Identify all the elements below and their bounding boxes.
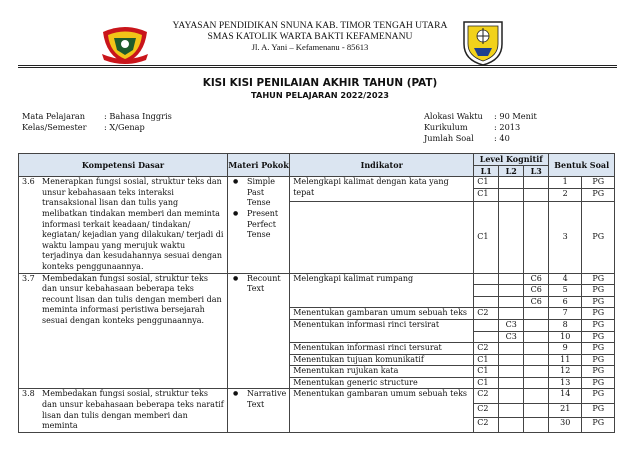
cell-l3: C6 [524, 296, 549, 308]
cell-l2 [499, 285, 524, 297]
cell-bentuk: PG [582, 389, 615, 403]
letterhead [0, 0, 640, 70]
kd-cell [19, 389, 228, 432]
cell-bentuk: PG [582, 285, 615, 297]
kisi-table [18, 153, 615, 433]
meta-label: Mata Pelajaran [22, 111, 86, 121]
cell-no: 14 [549, 389, 582, 403]
cell-l3 [524, 366, 549, 378]
cell-bentuk: PG [582, 273, 615, 285]
cell-l1 [474, 285, 499, 297]
cell-l3 [524, 343, 549, 355]
meta-label: Kelas/Semester [22, 122, 87, 132]
cell-no: 4 [549, 273, 582, 285]
cell-l3 [524, 377, 549, 389]
cell-bentuk: PG [582, 177, 615, 189]
cell-bentuk: PG [582, 296, 615, 308]
cell-bentuk: PG [582, 319, 615, 331]
cell-l2 [499, 354, 524, 366]
meta-left [22, 111, 172, 133]
meta-label: Alokasi Waktu [424, 111, 483, 121]
cell-l2 [499, 389, 524, 403]
cell-l1 [474, 331, 499, 343]
table-row [19, 389, 615, 403]
cell-l3 [524, 177, 549, 189]
table-row [19, 177, 615, 189]
cell-l2 [499, 377, 524, 389]
cell-l2: C3 [499, 331, 524, 343]
kd-number: 3.8 [22, 389, 35, 399]
cell-l1 [474, 319, 499, 331]
kd-text: Menerapkan fungsi sosial, struktur teks dan unsur kebahasaan teks interaksi transaksional lisan dan tulis yang melibatkan tindakan memberi dan meminta informasi terkait keadaan/ tindakan/ kegiatan/ kejadian yang dilakukan/ terjadi di waktu lampau yang merujuk waktu terjadinya dan kesudahannya sesuai dengan konteks penggunaannya. [42, 177, 224, 271]
cell-l3: C6 [524, 285, 549, 297]
th-level-kognitif: Level Kognitif [474, 154, 549, 166]
th-l2: L2 [499, 165, 524, 177]
cell-bentuk: PG [582, 331, 615, 343]
meta-right [424, 111, 537, 144]
cell-l3 [524, 354, 549, 366]
cell-no: 9 [549, 343, 582, 355]
cell-l1 [474, 296, 499, 308]
school-address: Jl. A. Yani – Kefamenanu - 85613 [251, 42, 369, 52]
th-indikator: Indikator [290, 154, 474, 177]
kd-cell [19, 273, 228, 389]
cell-bentuk: PG [582, 403, 615, 417]
meta-value: : Bahasa Inggris [104, 111, 172, 121]
foundation-name: YAYASAN PENDIDIKAN SNUNA KAB. TIMOR TENGAH UTARA [172, 20, 448, 31]
cell-l1: C2 [474, 403, 499, 417]
cell-l3 [524, 331, 549, 343]
cell-l1: C1 [474, 377, 499, 389]
meta-value: : X/Genap [104, 122, 145, 132]
cell-l2 [499, 296, 524, 308]
materi-item: ● Simple Past Tense [231, 177, 286, 209]
cell-l2: C3 [499, 319, 524, 331]
cell-bentuk: PG [582, 308, 615, 320]
cell-l3 [524, 403, 549, 417]
cell-l2 [499, 273, 524, 285]
indikator-cell: Melengkapi kalimat dengan kata yang tepat [290, 177, 474, 201]
cell-l3 [524, 418, 549, 432]
cell-bentuk: PG [582, 366, 615, 378]
indikator-cell: Menentukan rujukan kata [290, 366, 474, 378]
cell-l3 [524, 189, 549, 201]
cell-no: 12 [549, 366, 582, 378]
cell-no: 13 [549, 377, 582, 389]
th-l3: L3 [524, 165, 549, 177]
table-row [19, 273, 615, 285]
cell-no: 3 [549, 201, 582, 273]
cell-l3 [524, 389, 549, 403]
th-l1: L1 [474, 165, 499, 177]
indikator-cell [290, 201, 474, 273]
cell-l1 [474, 273, 499, 285]
cell-bentuk: PG [582, 418, 615, 432]
cell-l2 [499, 343, 524, 355]
th-kompetensi-dasar: Kompetensi Dasar [19, 154, 228, 177]
school-name: SMAS KATOLIK WARTA BAKTI KEFAMENANU [207, 31, 413, 42]
kd-number: 3.6 [22, 177, 35, 187]
cell-l1: C2 [474, 308, 499, 320]
cell-no: 2 [549, 189, 582, 201]
materi-item: ● Present Perfect Tense [231, 209, 286, 241]
indikator-cell: Melengkapi kalimat rumpang [290, 273, 474, 308]
meta-label: Kurikulum [424, 122, 468, 132]
kd-cell [19, 177, 228, 273]
cell-bentuk: PG [582, 343, 615, 355]
materi-list [231, 177, 286, 241]
cell-l1: C1 [474, 201, 499, 273]
cell-l1: C1 [474, 354, 499, 366]
cell-l1: C2 [474, 343, 499, 355]
cell-no: 30 [549, 418, 582, 432]
kd-number: 3.7 [22, 273, 35, 283]
cell-bentuk: PG [582, 354, 615, 366]
materi-cell [228, 273, 290, 389]
cell-no: 7 [549, 308, 582, 320]
cell-l2 [499, 308, 524, 320]
cell-l1: C1 [474, 366, 499, 378]
indikator-cell: Menentukan tujuan komunikatif [290, 354, 474, 366]
cell-l3 [524, 201, 549, 273]
cell-no: 5 [549, 285, 582, 297]
cell-no: 6 [549, 296, 582, 308]
cell-l2 [499, 366, 524, 378]
materi-list [231, 389, 286, 410]
indikator-cell: Menentukan informasi rinci tersirat [290, 319, 474, 342]
cell-l3 [524, 319, 549, 331]
cell-l2 [499, 177, 524, 189]
cell-l2 [499, 189, 524, 201]
kd-text: Membedakan fungsi sosial, struktur teks dan unsur kebahasaan beberapa teks naratif lisan dan tulis dengan memberi dan meminta [42, 389, 224, 431]
cell-bentuk: PG [582, 377, 615, 389]
document-title: KISI KISI PENILAIAN AKHIR TAHUN (PAT) [202, 77, 438, 89]
cell-l1: C2 [474, 418, 499, 432]
cell-l1: C2 [474, 389, 499, 403]
cell-l2 [499, 418, 524, 432]
cell-l3 [524, 308, 549, 320]
materi-item: ● Narrative Text [231, 389, 286, 410]
cell-l2 [499, 201, 524, 273]
cell-no: 1 [549, 177, 582, 189]
cell-no: 8 [549, 319, 582, 331]
letterhead-divider [18, 65, 617, 66]
cell-no: 11 [549, 354, 582, 366]
meta-label: Jumlah Soal [424, 133, 474, 143]
cell-l1: C1 [474, 189, 499, 201]
kd-text: Membedakan fungsi sosial, struktur teks dan unsur kebahasaan beberapa teks recount lisan dan tulis dengan memberi dan meminta informasi peristiwa bersejarah sesuai dengan konteks penggunaannya. [42, 273, 222, 325]
meta-value: : 2013 [494, 122, 521, 132]
letterhead-divider-thin [18, 67, 617, 68]
materi-item: ● Recount Text [231, 274, 286, 295]
document-subtitle: TAHUN PELAJARAN 2022/2023 [251, 90, 389, 100]
indikator-cell: Menentukan informasi rinci tersurat [290, 343, 474, 355]
materi-cell [228, 177, 290, 273]
cell-l1: C1 [474, 177, 499, 189]
cell-l2 [499, 403, 524, 417]
regency-emblem-icon [100, 24, 150, 64]
materi-cell [228, 389, 290, 432]
meta-value: : 40 [494, 133, 510, 143]
school-crest-icon [460, 18, 506, 66]
cell-no: 21 [549, 403, 582, 417]
indikator-cell: Menentukan generic structure [290, 377, 474, 389]
cell-no: 10 [549, 331, 582, 343]
meta-value: : 90 Menit [494, 111, 537, 121]
materi-list [231, 274, 286, 295]
cell-bentuk: PG [582, 201, 615, 273]
th-materi-pokok: Materi Pokok [228, 154, 290, 177]
indikator-cell: Menentukan gambaran umum sebuah teks [290, 389, 474, 432]
indikator-cell: Menentukan gambaran umum sebuah teks [290, 308, 474, 320]
cell-bentuk: PG [582, 189, 615, 201]
th-bentuk-soal: Bentuk Soal [549, 154, 615, 177]
cell-l3: C6 [524, 273, 549, 285]
